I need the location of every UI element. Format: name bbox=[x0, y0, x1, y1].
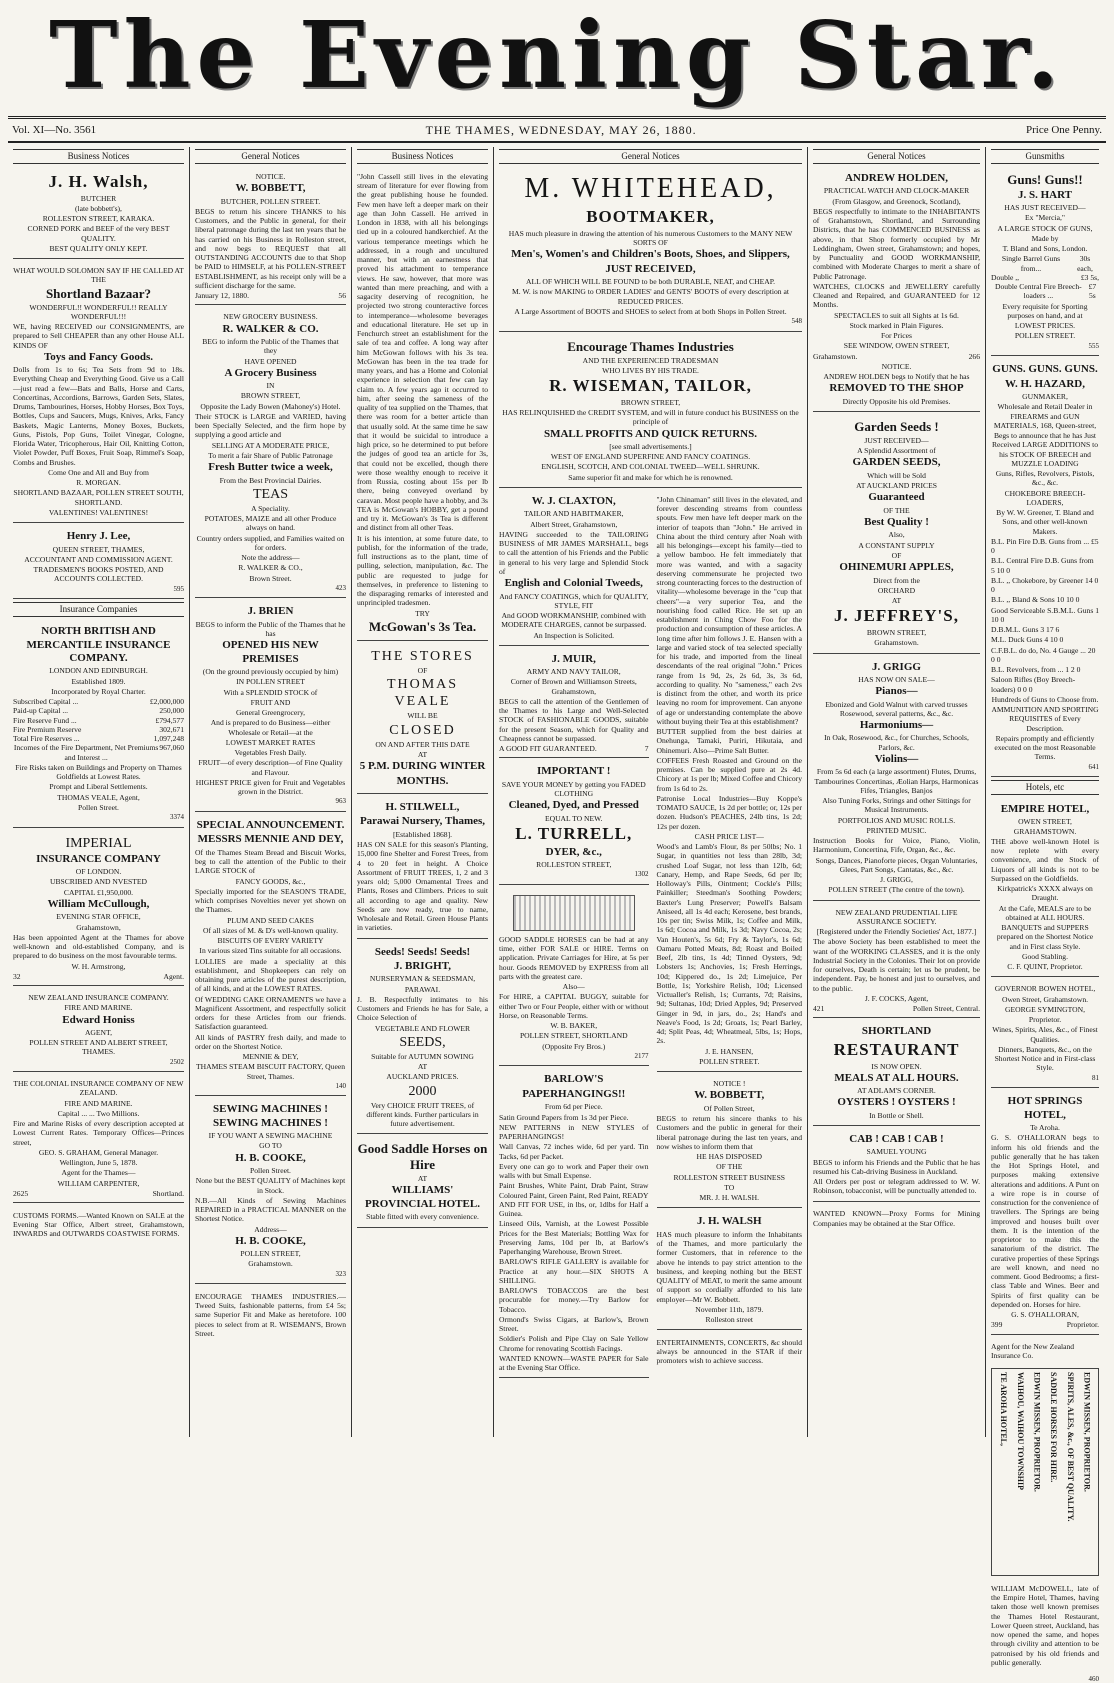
ad-capital: UBSCRIBED AND NVESTED bbox=[49, 877, 148, 887]
ad-north-british bbox=[13, 621, 184, 828]
ad-trade: ACCOUNTANT AND COMMISSION AGENT. bbox=[24, 554, 173, 564]
ad-name: Shortland Bazaar? bbox=[45, 285, 152, 301]
ad-henry-lee bbox=[13, 526, 184, 599]
section-heading: Hotels, etc bbox=[991, 780, 1099, 795]
ad-number: 7 bbox=[644, 744, 649, 754]
ad-name: BARLOW'S bbox=[544, 1073, 604, 1086]
ad-barlow: BARLOW'S PAPERHANGINGS!! From 6d per Piece. Satin Ground Papers from 1s 3d per Piece. NEW PATTERNS in NEW STYLES of PAPERHANGINGS! Wall Canvas, 72 inches wide, 6d per yard. Tin Tacks, 6d per Packet. Every one can go to work and Paper their own walls with but Small Expense. Paint Brushes, White Paint, Drab Paint, Straw Coloured Paint, Green Paint, Red Paint, READY AND FIT FOR USE, in lbs, or, 1dlbs for Half a Guinea. Linseed Oils, Varnish, at the Lowest Possible Prices for the Best Materials; Bottling Wax for Preserving Jams, 10d per lb, at Barlow's Paperhanging Warehouse, Brown Street. BARLOW'S RIFLE GALLERY is available for Practice at any hour.—SIX SHOTS A SHILLING. BARLOW'S TOBACCOS are the best procurable for money.—Try Barlow for Tobacco. Ormond's Swiss Cigars, at Barlow's, Brown Street. Soldier's Polish and Pipe Clay on Sale Yellow Chrome for renovating Scottish Facings. WANTED KNOWN—WASTE PAPER for Sale at the Evening Star Office. bbox=[499, 1069, 649, 1378]
ad-name: MESSRS MENNIE AND DEY, bbox=[197, 833, 344, 846]
ad-hart: Guns! Guns!! J. S. HART HAS JUST RECEIVED— Ex "Mercia," A LARGE STOCK OF GUNS, Made by T. Bland and Sons, London. Single Barrel Guns from... 30s each, Double ,, £3 5s, Double Central Fire Breech-loaders ... £7 5s Every requisite for Sporting purposes on hand, and at LOWEST PRICES. POLLEN STREET. 555 bbox=[991, 168, 1099, 356]
ad-number: 555 bbox=[1088, 341, 1099, 350]
ad-toys: Toys and Fancy Goods. bbox=[43, 350, 154, 363]
ad-trade: BUTCHER bbox=[80, 193, 117, 203]
ad-name: J. BRIEN bbox=[247, 605, 294, 618]
ad-agent-for: Agent for the Thames— bbox=[61, 1168, 136, 1178]
ad-name: J. S. HART bbox=[1017, 188, 1072, 201]
ad-name: J. MUIR, bbox=[551, 652, 596, 665]
capital-row: Fire Premium Reserve 302,671 bbox=[13, 724, 184, 734]
ad-name: W. J. CLAXTON, bbox=[531, 494, 616, 507]
ad-stilwell: H. STILWELL, Parawai Nursery, Thames, [Established 1868]. HAS ON SALE for this season's Planting, 15,000 fine Shelter and Forest Trees, from 4 to 20 feet in height. A Choice Assortment of FRUIT TREES, 1, 2 and 3 years old; 5,000 Ornamental Trees and Plants, Roses and Climbers. Prices to suit all according to age and quality. New Seeds are now ready, true to name, Wholesale and Retail. Green House Plants in varieties. bbox=[357, 797, 488, 939]
column-3 bbox=[352, 147, 494, 1437]
ad-name: THOMAS VEALE bbox=[386, 677, 459, 710]
ad-manager: GEO. S. GRAHAM, General Manager. bbox=[38, 1147, 159, 1157]
ad-name: NEW ZEALAND PRUDENTIAL LIFE ASSURANCE SOCIETY. bbox=[835, 907, 958, 926]
newspaper-title: The Evening Star. bbox=[49, 1, 1065, 109]
ad-name: J. H. WALSH bbox=[696, 1215, 762, 1228]
ad-come: Come One and All and Buy from bbox=[48, 467, 149, 477]
column-6 bbox=[986, 147, 1104, 1683]
ad-name: McGowan's 3s Tea. bbox=[368, 618, 477, 634]
ad-name: Henry J. Lee, bbox=[66, 530, 131, 543]
ad-valentines: VALENTINES! VALENTINES! bbox=[48, 507, 149, 517]
ad-name: L. TURRELL, bbox=[515, 823, 633, 843]
ad-agent: Edward Honiss bbox=[62, 1013, 135, 1026]
ad-hansen: "John Chinaman" still lives in the elevated, and forever descending streams from countless spouts. Few men have left deeper mark on the interior of teapots than "John." He arrived in China about the third century after Noah with all his belongings—except his family—tied to a yellow bamboo. He felt immediately that more was wanted, and with a sagacity deserving commensurate he projected two strong counteracting forces to the destruction of vitality—wholesome beverage in the "cup that cheers"—a very superior Tea, and the nourishing food called Rice. He set up an establishment in Ching Chow Foo for the production and consumption of these articles. A long time after him follows J. E. Hansen with a large and varied stock of tea selected specially for his trade, and imported from the lineal descendants of the real original "John." Prices range from 1s 9d, 2s, 2s 6d, 3s, 3s 6d, according to quality. No "sameness," each 2vs is distinct from the other, and worth its price leaving no room for improvement. Can anyone of age or understanding contemplate the above without buying their Tea at this establishment? BUTTER supplied from the best dairies at Onehunga, Tamaki, Puriri, Hikutaia, and Ohinemuri. Also—Prime Salt Butter. COFFEES Fresh Roasted and Ground on the premises. Can be supplied pure at 2s 4d. Chicory at 1s per lb; Mixed Coffee and Chicory from 1s 6d to 2s. Patronise Local Industries—Buy Koppe's TOMATO SAUCE, 1s 2d per bottle; or, 12s per dozen. Hudson's PEACHES, 24lb tins, 1s 2d; 12s per dozen. CASH PRICE LIST— Wood's and Lamb's Flour, 8s per 50lbs; No. 1 Sugar, in quantities not less than 28lb, 3d; crushed Loaf Sugar, not less than 12lb, 6d; Canary, Hemp, and Rape Seeds, 6d per lb; Holloway's Pills, Ointment; Cockle's Pills; Painkiller; Steedman's Soothing Powders; Baxter's Lung Preserver; Powell's Balsam Aniseed, all 1s 4d each; Kerosene, best brands, 10s per tin; Swiss Milk, 1s; Coffee and Milk, 1s 6d; Cocoa and Milk, 1s 3d; Navy Cocoa, 2s; Van Houten's, 5s 6d; Fry & Taylor's, 1s 6d; Oamaru Potted Meats, 8d; Roast and Boiled Beef, 2lb tins, 1s 4d; Tinned Oysters, 9d; Lobsters 1s; Anchovies, 1s; Fresh Herrings, 10d; Kippered do., 1s 2d; Limejuice, Per Bottle, 1s; Yorkshire Relish, 10d; Licensed Victualler's Relish, 1s; Currants, 7d; Raisins, 9d; Sultanas, 10d; Dried Apples, 9d; Preserved Ginger in 9d, in jars, do., 2s; Hand's and Neave's Food, 1s 2d; Groats, 1s; Pearl Barley, 4d; Split Peas, 4d; Wheatmeal, 5lbs, 1s; Hops, 2s. J. E. HANSEN, POLLEN STREET. bbox=[657, 491, 803, 1072]
ad-walker: NEW GROCERY BUSINESS. R. WALKER & CO. BEG to inform the Public of the Thames that they HAVE OPENED A Grocery Business IN BROWN STREET, Opposite the Lady Bowen (Mahoney's) Hotel. Their STOCK is LARGE and VARIED, having been Specially Selected, and the firm hope by supplying a good article and SELLING AT A MODERATE PRICE, To merit a fair Share of Public Patronage Fresh Butter twice a week, From the Best Provincial Dairies. TEAS A Speciality. POTATOES, MAIZE and all other Produce always on hand. Country orders supplied, and Families waited on for orders. Note the address— R. WALKER & CO., Brown Street. 423 bbox=[195, 308, 346, 598]
ad-established: Established 1809. bbox=[71, 676, 126, 686]
ad-name: EMPIRE HOTEL, bbox=[1000, 803, 1090, 816]
ad-customs-forms: CUSTOMS FORMS.—Wanted Known on SALE at the Evening Star Office, Albert street, Grahamstown, INWARDS and OUTWARDS COASTWISE FORMS. bbox=[13, 1210, 184, 1239]
ad-whitehead: M. WHITEHEAD, BOOTMAKER, HAS much pleasure in drawing the attention of his numerous Customers to the MANY NEW SORTS OF Men's, Women's and Children's Boots, Shoes, and Slippers, JUST RECEIVED, ALL OF WHICH WILL BE FOUND to be both DURABLE, NEAT, and CHEAP. M. W. is now MAKING to ORDER LADIES' and GENTS' BOOTS of every description at REDUCED PRICES. A Large Assortment of BOOTS and SHOES to select from at both Shops in Pollen Street. 548 bbox=[499, 168, 802, 332]
ad-owner: R. MORGAN. bbox=[76, 478, 121, 488]
ad-number: 266 bbox=[968, 351, 980, 361]
ad-claxton: W. J. CLAXTON, TAILOR AND HABITMAKER, Albert Street, Grahamstown, HAVING succeeded to the TAILORING BUSINESS of MR JAMES MARSHALL, begs to call the attention of his Friends and the Public in general to his very large and Splendid Stock of English and Colonial Tweeds, And FANCY COATINGS, which for QUALITY, STYLE, FIT And GOOD WORKMANSHIP, combined with MODERATE CHARGES, cannot be surpassed. An Inspection is Solicited. bbox=[499, 491, 649, 646]
ad-location: OF LONDON. bbox=[75, 867, 122, 877]
ad-cab: CAB ! CAB ! CAB ! SAMUEL YOUNG BEGS to inform his Friends and the Public that he has resumed his Cab-driving Business in Auckland. All Orders per post or telegram addressed to W. W. Robinson, tobacconist, will be punctually attended to. bbox=[813, 1129, 980, 1202]
ad-date: Wellington, June 5, 1878. bbox=[59, 1158, 138, 1168]
ad-empire-hotel: EMPIRE HOTEL, OWEN STREET, GRAHAMSTOWN. THE above well-known Hotel is now replete with every convenience, and the Stock of Liquors of all kinds is not to be Surpassed on the Goldfields. Kirkpatrick's XXXX always on Draught. At the Cafe, MEALS are to be obtained at ALL HOURS. BANQUETS and SUPPERS prepared on the Shortest Notice and in First class Style. Good Stabling. C. F. QUINT, Proprietor. bbox=[991, 799, 1099, 977]
price: Price One Penny. bbox=[1026, 124, 1102, 136]
capital-row: Fire Reserve Fund ... £794,577 bbox=[13, 715, 184, 725]
column-5 bbox=[808, 147, 986, 1437]
ad-wiseman: Encourage Thames Industries AND THE EXPERIENCED TRADESMAN WHO LIVES BY HIS TRADE. R. WISEMAN, TAILOR, BROWN STREET, HAS RELINQUISHED the CREDIT SYSTEM, and will in future conduct his BUSINESS on the principle of SMALL PROFITS AND QUICK RETURNS. [see small advertisements.] WEST OF ENGLAND SUPERFINE AND FANCY COATINGS. ENGLISH, SCOTCH, AND COLONIAL TWEED—WELL SHRUNK. Same superior fit and make for which he is renowned. bbox=[499, 335, 802, 488]
ad-agent-note: Agent for the New Zealand Insurance Co. bbox=[991, 1342, 1075, 1361]
ad-walsh bbox=[13, 168, 184, 259]
ad-name: R. WALKER & CO. bbox=[222, 322, 319, 335]
volume-number: Vol. XI—No. 3561 bbox=[12, 124, 97, 136]
ad-number: 963 bbox=[335, 797, 346, 806]
ad-name: J. GRIGG bbox=[872, 660, 921, 673]
ad-capital-amount: CAPITAL £1,950,000. bbox=[63, 887, 134, 897]
ad-number: 2502 bbox=[170, 1057, 184, 1066]
ad-sub: INSURANCE COMPANY bbox=[36, 852, 161, 865]
ad-agent: WILLIAM CARPENTER, bbox=[57, 1178, 140, 1188]
section-heading: Business Notices bbox=[13, 149, 184, 164]
ad-number: 548 bbox=[791, 317, 802, 326]
ad-thomas-veale: THE STORES OF THOMAS VEALE WILL BE CLOSED ON AND AFTER THIS DATE AT 5 P.M. DURING WINTER MONTHS. bbox=[357, 644, 488, 794]
ad-address: QUEEN STREET, THAMES, bbox=[52, 544, 145, 554]
col4-left bbox=[499, 491, 649, 1381]
ad-number: 421 bbox=[813, 1004, 825, 1014]
ad-number: 2625 bbox=[13, 1188, 29, 1198]
ad-name: IMPERIAL bbox=[65, 835, 132, 851]
ad-tag: TRADESMEN'S BOOKS POSTED, AND ACCOUNTS COLLECTED. bbox=[33, 565, 164, 584]
section-heading: General Notices bbox=[195, 149, 346, 164]
ad-body: WE, having RECEIVED our CONSIGNMENTS, are prepared to Sell CHEAPER than any other House ALL KINDS OF bbox=[13, 322, 184, 350]
capital-row: Total Fire Reserves ... 1,097,248 bbox=[13, 734, 184, 744]
ad-encourage: ENCOURAGE THAMES INDUSTRIES.—Tweed Suits, fashionable patterns, from £4 5s; same Superior Fit and Make as heretofore. 100 pieces to select from at R. WISEMAN'S, Brown Street. bbox=[195, 1291, 346, 1338]
ad-name: J. BRIGHT, bbox=[394, 959, 451, 972]
ad-agent: William McCullough, bbox=[47, 897, 150, 910]
ad-head: NEW GROCERY BUSINESS. bbox=[223, 312, 318, 322]
ad-governor-bowen: GOVERNOR BOWEN HOTEL, Owen Street, Grahamstown. GEORGE SYMINGTON, Proprietor. Wines, Spirits, Ales, &c., of Finest Qualities. Dinners, Banquets, &c., on the Shortest Notice and in First-class Style. 81 bbox=[991, 980, 1099, 1088]
ad-role: AGENT, bbox=[84, 1027, 113, 1037]
ad-town: Grahamstown, bbox=[76, 922, 121, 932]
ad-street: Pollen Street. bbox=[78, 802, 119, 812]
ad-wonderful: WONDERFUL!! WONDERFUL!! REALLY WONDERFUL!!! bbox=[29, 302, 168, 321]
ad-saddle-horses: Good Saddle Horses on Hire AT WILLIAMS' PROVINCIAL HOTEL. Stable fitted with every convenience. bbox=[357, 1137, 488, 1227]
ad-name: M. WHITEHEAD, bbox=[524, 172, 777, 204]
horse-carriage-illustration bbox=[513, 895, 635, 931]
section-heading: Gunsmiths bbox=[991, 149, 1099, 164]
ad-incorporated: Incorporated by Royal Charter. bbox=[51, 686, 146, 696]
ad-name: J. JEFFREY'S, bbox=[834, 606, 959, 626]
masthead bbox=[8, 0, 1106, 110]
ad-colonial: THE COLONIAL INSURANCE COMPANY OF NEW ZEALAND. FIRE AND MARINE. Capital ... ... Two Millions. Fire and Marine Risks of every description accepted at Lowest Current Rates. Temporary Offices—Princes street, GEO. S. GRAHAM, General Manager. Wellington, June 5, 1878. Agent for the Thames— WILLIAM CARPENTER, 2625 Shortland. bbox=[13, 1075, 184, 1203]
capital-row: Incomes of the Fire Department, Net Premiums and Interest ... 967,060 bbox=[13, 743, 184, 762]
ad-question: WHAT WOULD SOLOMON SAY IF HE CALLED AT THE bbox=[13, 266, 184, 285]
column-1 bbox=[8, 147, 190, 1437]
ad-shortland-bazaar bbox=[13, 262, 184, 523]
ad-name: NORTH BRITISH AND MERCANTILE INSURANCE COMPANY. bbox=[26, 625, 171, 664]
ad-holden: ANDREW HOLDEN, PRACTICAL WATCH AND CLOCK-MAKER (From Glasgow, and Greenock, Scotland), BEGS respectfully to intimate to the INHABITANTS of Grahamstown, Shortland, and Surrounding Districts, that he has COMMENCED BUSINESS as above, in that Shop formerly occupied by Mr Leddingham, Owen street, Grahamstown; and hopes, by Punctuality and GOOD WORKMANSHIP, combined with Moderate Charges to merit a share of Public Patronage. WATCHES, CLOCKS and JEWELLERY carefully Cleaned and Repaired, and GUARANTEED for 12 Months. SPECTACLES to suit all Sights at 1s 6d. Stock marked in Plain Figures. For Prices SEE WINDOW, OWEN STREET, Grahamstown. 266 NOTICE. ANDREW HOLDEN begs to Notify that he has REMOVED TO THE SHOP Directly Opposite his old Premises. bbox=[813, 168, 980, 412]
ad-mennie-dey: SPECIAL ANNOUNCEMENT. MESSRS MENNIE AND DEY, Of the Thames Steam Bread and Biscuit Works, beg to call the attention of the Public to their LARGE STOCK of FANCY GOODS, &c., Specially imported for the SEASON'S TRADE, which comprises Novelties never yet shown on the Thames. PLUM AND SEED CAKES Of all sizes of M. & D's well-known quality. BISCUITS OF EVERY VARIETY In various sized Tins suitable for all occasions. LOLLIES are made a speciality at this establishment, and Shopkeepers can rely on obtaining pure articles of the purest description, of all kinds, and at the LOWEST RATES. Of WEDDING CAKE ORNAMENTS we have a Magnificent Assortment, and respectfully solicit orders for these Articles from our friends. Satisfaction guaranteed. All kinds of PASTRY fresh daily, and made to order on the Shortest Notice. MENNIE & DEY, THAMES STEAM BISCUIT FACTORY, Queen Street, Thames. 140 bbox=[195, 815, 346, 1096]
ad-name: W. BOBBETT, bbox=[694, 1089, 765, 1102]
ad-number: 460 bbox=[1088, 1674, 1099, 1683]
ad-jeffrey: Garden Seeds ! JUST RECEIVED— A Splendid Assortment of GARDEN SEEDS, Which will be Sold AT AUCKLAND PRICES Guaranteed OF THE Best Quality ! Also, A CONSTANT SUPPLY OF OHINEMURI APPLES, Direct from the ORCHARD AT J. JEFFREY'S, BROWN STREET, Grahamstown. bbox=[813, 415, 980, 653]
ad-number: 423 bbox=[335, 583, 346, 592]
ad-body: BEGS to return his sincere THANKS to his Customers, and the Public in general, for their liberal patronage during the last ten years that he has carried on his Business in Rolleston street, and now begs to REQUEST that all OUTSTANDING ACCOUNTS due to that Shop be PAID to HIMSELF, at his POLLEN-STREET ESTABLISHMENT, as his receipt only will be a sufficient discharge for the same. bbox=[195, 206, 346, 290]
ad-grigg: J. GRIGG HAS NOW ON SALE— Pianos— Ebonized and Gold Walnut with carved trusses Rosewood, several patterns, &c., &c. Harmoniums— In Oak, Rosewood, &c., for Churches, Schools, Parlors, &c. Violins— From 5s 6d each (a large assortment) Flutes, Drums, Tambourines Concertinas, Æolian Harps, Harmonicas Fifes, Triangles, Banjos Also Tuning Forks, Strings and other Sittings for Musical Instruments. PORTFOLIOS AND MUSIC ROLLS. PRINTED MUSIC. Instruction Books for Voice, Piano, Violin, Harmonium, Concertina, Fife, Organ, &c., &c. Songs, Dances, Pianoforte pieces, Organ Voluntaries, Glees, Part Songs, Cantatas, &c., &c. J. GRIGG, POLLEN STREET (The centre of the town). bbox=[813, 657, 980, 901]
section-heading: Insurance Companies bbox=[13, 602, 184, 617]
ad-number: 140 bbox=[335, 1081, 346, 1090]
ad-body: Has been appointed Agent at the Thames for above well-known and old-established Company, and is prepared to do business on the most favourable terms. bbox=[13, 932, 184, 961]
ad-list: Dolls from 1s to 6s; Tea Sets from 9d to 18s. Everything Cheap and Everything Good. Give us a Call—just read a few—Bats and Balls, Horse and Carts, Concertinas, Accordions, Barrows, Garden Sets, Slates, Drums, Tambourines, Horses, Hobby Horses, Box Toys, Bottles, Cups and Saucers, Mugs, Knives, Arks, Fancy Baskets, Magic Lanterns, Money Boxes, Buckets, Guns, Pistols, Pop Guns, Toilet Vinegar, Cologne, Florida Water, Tricopherous, Hair Oil, Knitting Cotton, Violet Powder, Puff Boxes, Fruit Soap, Rimmel's Soap, Combs and Brushes. bbox=[13, 365, 184, 467]
column-2 bbox=[190, 147, 352, 1437]
ad-te-aroha-hotel: TE AROHA HOTEL, WAIHOU, WAIHOU TOWNSHIP EDWIN MISSEN, PROPRIETOR. SADDLE HORSES FOR HIRE. SPIRITS, ALES, &c., OF BEST QUALITY. EDWIN MISSEN, PROPRIETOR. bbox=[991, 1368, 1099, 1576]
ad-muir: J. MUIR, ARMY AND NAVY TAILOR, Corner of Brown and Williamson Streets, Grahamstown, BEGS to call the attention of the Gentlemen of the Thames to his Large and Well-Selected STOCK of FASHIONABLE GOODS, suitable for the present Season, which for Quality and Cheapness cannot be surpassed. A GOOD FIT GUARANTEED. 7 bbox=[499, 649, 649, 759]
section-heading: General Notices bbox=[499, 149, 802, 164]
ad-hazard: GUNS. GUNS. GUNS. W. H. HAZARD, GUNMAKER, Wholesale and Retail Dealer in FIREARMS and GUN MATERIALS, 168, Queen-street, Begs to announce that he has Just Received LARGE ADDITIONS to his STOCK OF BREECH and MUZZLE LOADING Guns, Rifles, Revolvers, Pistols, &c., &c. CHOKEBORE BREECH-LOADERS, By W. W. Greener, T. Bland and Sons, and other well-known Makers. B.L. Pin Fire D.B. Guns from ... £5 0 B.L. Central Fire D.B. Guns from 5 10 0 B.L. ,, Chokebore, by Greener 14 0 0 B.L. ,, Bland & Sons 10 10 0 Good Serviceable S.B.M.L. Guns 1 10 0 D.B.M.L. Guns 3 17 6 M.L. Duck Guns 4 10 0 C.F.B.L. do do, No. 4 Gauge ... 20 0 0 B.L. Revolvers, from ... 1 2 0 Saloon Rifles (Boy Breech-loaders) 0 0 0 Hundreds of Guns to Choose from. AMMUNITION AND SPORTING REQUISITES of Every Description. Repairs promptly and efficiently executed on the most Reasonable Terms. 641 bbox=[991, 359, 1099, 777]
ad-proxy-forms: WANTED KNOWN—Proxy Forms for Mining Companies may be obtained at the Star Office. bbox=[813, 1209, 980, 1228]
place-date: THE THAMES, WEDNESDAY, MAY 26, 1880. bbox=[425, 122, 697, 137]
ad-name: J. E. HANSEN, bbox=[705, 1046, 754, 1056]
ad-bright: Seeds! Seeds! Seeds! J. BRIGHT, NURSERYMAN & SEEDSMAN, PARAWAI. J. B. Respectfully intimates to his Customers and Friends he has for Sale, a Choice Selection of VEGETABLE AND FLOWER SEEDS, Suitable for AUTUMN SOWING AT AUCKLAND PRICES. 2000 Very CHOICE FRUIT TREES, of different kinds. Further particulars in future advertisement. bbox=[357, 942, 488, 1135]
ad-prudential: NEW ZEALAND PRUDENTIAL LIFE ASSURANCE SOCIETY. [Registered under the Friendly Societies' Act, 1877.] The above Society has been established to meet the want of the WORKING CLASSES, and it is the only Industrial Society in the Colonies. Their lot on provide for ourselves, Death is certain; let us be prudent, be independent. Pay, be honest and just to ourselves, and to the public. J. F. COCKS, Agent, 421 Pollen Street, Central. bbox=[813, 904, 980, 1019]
ad-body: CORNED PORK and BEEF of the very BEST QUALITY. bbox=[27, 224, 170, 243]
section-heading: General Notices bbox=[813, 149, 980, 164]
ad-body: Fire and Marine Risks of every description accepted at Lowest Current Rates. Temporary Offices—Princes street, bbox=[13, 1119, 184, 1147]
ad-notice: NOTICE. bbox=[255, 171, 286, 181]
ad-imperial: IMPERIAL INSURANCE COMPANY OF LONDON. UBSCRIBED AND NVESTED CAPITAL £1,950,000. William McCullough, EVENING STAR OFFICE, Grahamstown, Has been appointed Agent at the Thames for above well-known and old-established Company, and is prepared to do business on the most favourable terms. W. H. Armstrong, 32 Agent. bbox=[13, 831, 184, 986]
ad-location: LONDON AND EDINBURGH. bbox=[49, 666, 148, 676]
ad-mcgowan: "John Cassell still lives in the elevating stream of literature for ever flowing from the great publishing house he founded. Few men have left a deeper mark on their age than John Cassell. He arrived in London in 1838, with all his belongings tied up in a coloured handkerchief. At the various temperance meetings which he addressed, in a rough and uncultured manner, but with an earnestness that proved his attachment to temperance views. He saw, however, that more was wanted than mere preaching, and with a sagacity deserving of recognition, he projected two strong counteractive forces to intemperance—wholesome beverages and educational literature. He set up in Fenchurch street an establishment for the sale of tea and coffee. A long way after him McGowan follows with his 3s tea. McGowan has been in the tea trade for many years, and has a Home and Colonial experience in selection that few can lay claim to. A few years ago it occurred to him, after seeing the sameness of the quality of tea supplied on the Thames, that there was room for a better article than that usually sold. At the same time he saw that it would be suicidal to introduce a high price, so he determined to put before the judges of good tea an article for 3s, that could not be excelled, though there were those wealthy enough to receive it from Russia, costing about 15s per lb there, being conveyed overland by caravan. Most people have a hobby, and 3s TEA is McGowan's HOBBY, get a pound and try it. McGowan's 3s Tea is different and distinct from all other Teas. It is his intention, at some future date, to publish, for the information of the trade, full instructions as to the plant, time of pulling, selection, manipulation, &c. The public are requested to judge for themselves, in preference to listening to the disparaging remarks of interested and unprincipled tradesmen. TRY McGowan's 3s Tea. bbox=[357, 168, 488, 641]
ad-walsh-2: J. H. WALSH HAS much pleasure to inform the Inhabitants of the Thames, and more particularly the former Customers, that in reference to the above he intends to pay strict attention to the business, and keeping nothing but the BEST QUALITY of MEAT, to merit the same amount of support so cordially afforded to his late employer—Mr W. Bobbett. November 11th, 1879. Rolleston street bbox=[657, 1211, 803, 1330]
ad-signature: W. H. Armstrong, bbox=[71, 961, 126, 971]
ad-body: It is his intention, at some future date, to publish, for the information of the trade, full instructions as to the plant, time of pulling, selection, manipulation, &c. The public are requested to judge for themselves, in preference to listening to the disparaging remarks of interested and unprincipled tradesmen. bbox=[357, 533, 488, 608]
ad-name: SAMUEL YOUNG bbox=[866, 1147, 927, 1157]
ad-number: 3374 bbox=[170, 813, 184, 822]
ad-bobbett bbox=[195, 168, 346, 305]
ad-name: W. BOBBETT, bbox=[235, 182, 306, 195]
ad-capital: Capital ... ... Two Millions. bbox=[57, 1108, 140, 1118]
ad-trade: BUTCHER, POLLEN STREET. bbox=[220, 196, 321, 206]
ad-number: 323 bbox=[335, 1269, 346, 1278]
capital-row: Paid-up Capital ... 250,000 bbox=[13, 706, 184, 716]
ad-name: THE COLONIAL INSURANCE COMPANY OF NEW ZEALAND. bbox=[13, 1079, 184, 1098]
ad-name: R. WISEMAN, TAILOR, bbox=[549, 376, 752, 396]
ad-hot-springs: HOT SPRINGS HOTEL, Te Aroha. G. S. O'HALLORAN begs to inform his old friends and the public generally that he has taken the Hot Springs Hotel, and purposes making extensive alterations and additions. A Punt on a wire rope is in course of construction for the convenience of travellers. The Springs are being improved and houses built over them. It is the intention of the proprietor to make this the sanatorium of the district. The curative properties of these Springs are well known, and need no comment. Good Bedrooms; a first-class Table and Wines. Beer and Spirits of first quality can be depended on. Horses for hire. G. S. O'HALLORAN, 399 Proprietor. bbox=[991, 1091, 1099, 1334]
col4-split bbox=[499, 491, 802, 1381]
ad-baker: GOOD SADDLE HORSES can be had at any time, either FOR SALE or HIRE. Terms on application. Private Carriages for Hire, at 5s per hour. Goods REMOVED by EXPRESS from all parts with the greatest care. Also— For HIRE, a CAPITAL BUGGY, suitable for either Two or Four People, either with or without Horse, on Reasonable Terms. W. B. BAKER, POLLEN STREET, SHORTLAND (Opposite Fry Bros.) 2177 bbox=[499, 888, 649, 1067]
ad-number: 399 bbox=[991, 1320, 1003, 1330]
ad-number: 595 bbox=[173, 584, 184, 593]
ad-nz-insurance bbox=[13, 989, 184, 1072]
ad-mcdowell: WILLIAM McDOWELL, late of the Empire Hotel, Thames, having taken those well known premises the Thames Hotel Restaurant, Lower Queen street, Auckland, has now opened the same, and hopes through civility and attention to be patronised by his old friends and public generally. bbox=[991, 1583, 1099, 1667]
ad-address: SHORTLAND BAZAAR, POLLEN STREET SOUTH, SHORTLAND. bbox=[13, 488, 184, 507]
ad-number: 81 bbox=[1092, 1073, 1099, 1082]
ad-office: EVENING STAR OFFICE, bbox=[56, 912, 141, 922]
ad-address: ROLLESTON STREET, KARAKA. bbox=[42, 214, 155, 224]
col4-right bbox=[657, 491, 803, 1381]
ad-turrell: IMPORTANT ! SAVE YOUR MONEY by getting you FADED CLOTHING Cleaned, Dyed, and Pressed EQUAL TO NEW. L. TURRELL, DYER, &c., ROLLESTON STREET, 1302 bbox=[499, 761, 649, 884]
ad-name: W. H. HAZARD, bbox=[1005, 377, 1085, 390]
dateline bbox=[8, 116, 1106, 143]
column-4 bbox=[494, 147, 808, 1437]
ad-body: "John Cassell still lives in the elevating stream of literature for ever flowing from the great publishing house he founded. Few men have left a deeper mark on their age than John Cassell. He arrived in London in 1838, with all his belongings tied up in a coloured handkerchief. At the various temperance meetings which he addressed, in a rough and uncultured manner, but with an earnestness that proved his attachment to temperance views. He saw, however, that more was wanted than mere preaching, and with a sagacity deserving of recognition, he projected two strong counteractive forces to intemperance—wholesome beverages and educational literature. He set up in Fenchurch street an establishment for the sale of tea and coffee. A long way after him McGowan follows with his 3s tea. McGowan has been in the tea trade for many years, and has a Home and Colonial experience in selection that few can lay claim to. A few years ago it occurred to him, after seeing the sameness of the quality of tea supplied on the Thames, that there was room for a better article than that usually sold. At the same time he saw that it would be suicidal to introduce a high price, so he determined to put before the judges of good tea an article for 3s, that could not be excelled, though there were those wealthy enough to receive it from Russia, costing about 15s per lb there, being conveyed overland by caravan. Most people have a hobby, and 3s TEA is McGowan's HOBBY, get a pound and try it. McGowan's 3s Tea is different and distinct from all other Teas. bbox=[357, 171, 488, 533]
ad-name: H. STILWELL, bbox=[385, 800, 460, 813]
ad-number: 56 bbox=[338, 291, 346, 301]
ad-sub: FIRE AND MARINE. bbox=[64, 1003, 133, 1013]
ad-name: HOT SPRINGS HOTEL, bbox=[1007, 1095, 1083, 1121]
ad-name: ANDREW HOLDEN, bbox=[844, 171, 949, 184]
ad-number: 32 bbox=[13, 971, 21, 981]
ad-sub: FIRE AND MARINE. bbox=[64, 1098, 133, 1108]
ad-date: January 12, 1880. bbox=[195, 291, 249, 301]
ad-number: 1302 bbox=[634, 870, 649, 879]
ad-name: H. B. COOKE, bbox=[235, 1151, 306, 1164]
ad-bobbett-2: NOTICE ! W. BOBBETT, Of Pollen Street, BEGS to return his sincere thanks to his Customers and the public in general for their liberal patronage during the last ten years, and now wishes to inform them that HE HAS DISPOSED OF THE ROLLESTON STREET BUSINESS TO MR. J. H. WALSH. bbox=[657, 1075, 803, 1208]
ad-name: RESTAURANT bbox=[833, 1039, 960, 1059]
ad-tag: Prompt and Liberal Settlements. bbox=[49, 782, 148, 792]
ad-name: GOVERNOR BOWEN HOTEL, bbox=[994, 984, 1096, 994]
ad-name: NEW ZEALAND INSURANCE COMPANY. bbox=[28, 993, 169, 1003]
ad-body: Fire Risks taken on Buildings and Property on Thames Goldfields at Lowest Rates. bbox=[15, 762, 182, 782]
ad-brien: J. BRIEN BEGS to inform the Public of the Thames that he has OPENED HIS NEW PREMISES (On the ground previously occupied by him) IN POLLEN STREET With a SPLENDID STOCK of FRUIT AND General Greengrocery, And is prepared to do Business—either Wholesale or Retail—at the LOWEST MARKET RATES Vegetables Fresh Daily. FRUIT—of every description—of Fine Quality and Flavour. HIGHEST PRICE given for Fruit and Vegetables grown in the District. 963 bbox=[195, 601, 346, 812]
ad-name: J. H. Walsh, bbox=[48, 171, 149, 191]
ad-number: 2177 bbox=[634, 1051, 649, 1060]
ad-address: POLLEN STREET AND ALBERT STREET, THAMES. bbox=[29, 1038, 168, 1057]
ad-tag: BEST QUALITY ONLY KEPT. bbox=[49, 243, 148, 253]
ad-name: W. B. BAKER, bbox=[550, 1021, 598, 1031]
ad-sub: (late bobbett's), bbox=[75, 203, 122, 213]
columns bbox=[8, 147, 1106, 1683]
ad-number: 641 bbox=[1088, 762, 1099, 771]
section-heading: Business Notices bbox=[357, 149, 488, 164]
ad-restaurant: SHORTLAND RESTAURANT IS NOW OPEN. MEALS AT ALL HOURS. AT ADLAM'S CORNER. OYSTERS ! OYSTERS ! In Bottle or Shell. bbox=[813, 1021, 980, 1126]
ad-cooke: SEWING MACHINES ! SEWING MACHINES ! IF YOU WANT A SEWING MACHINE GO TO H. B. COOKE, Pollen Street. None but the BEST QUALITY of Machines kept in Stock. N.B.—All Kinds of Sewing Machines REPAIRED in a PRACTICAL MANNER on the Shortest Notice. Address— H. B. COOKE, POLLEN STREET, Grahamstown. 323 bbox=[195, 1099, 346, 1284]
ad-entertainments: ENTERTAINMENTS, CONCERTS, &c should always be announced in the STAR if their promoters wish to achieve success. bbox=[656, 1337, 802, 1366]
capital-row: Subscribed Capital ... £2,000,000 bbox=[13, 697, 184, 707]
ad-agent: THOMAS VEALE, Agent, bbox=[57, 792, 140, 802]
